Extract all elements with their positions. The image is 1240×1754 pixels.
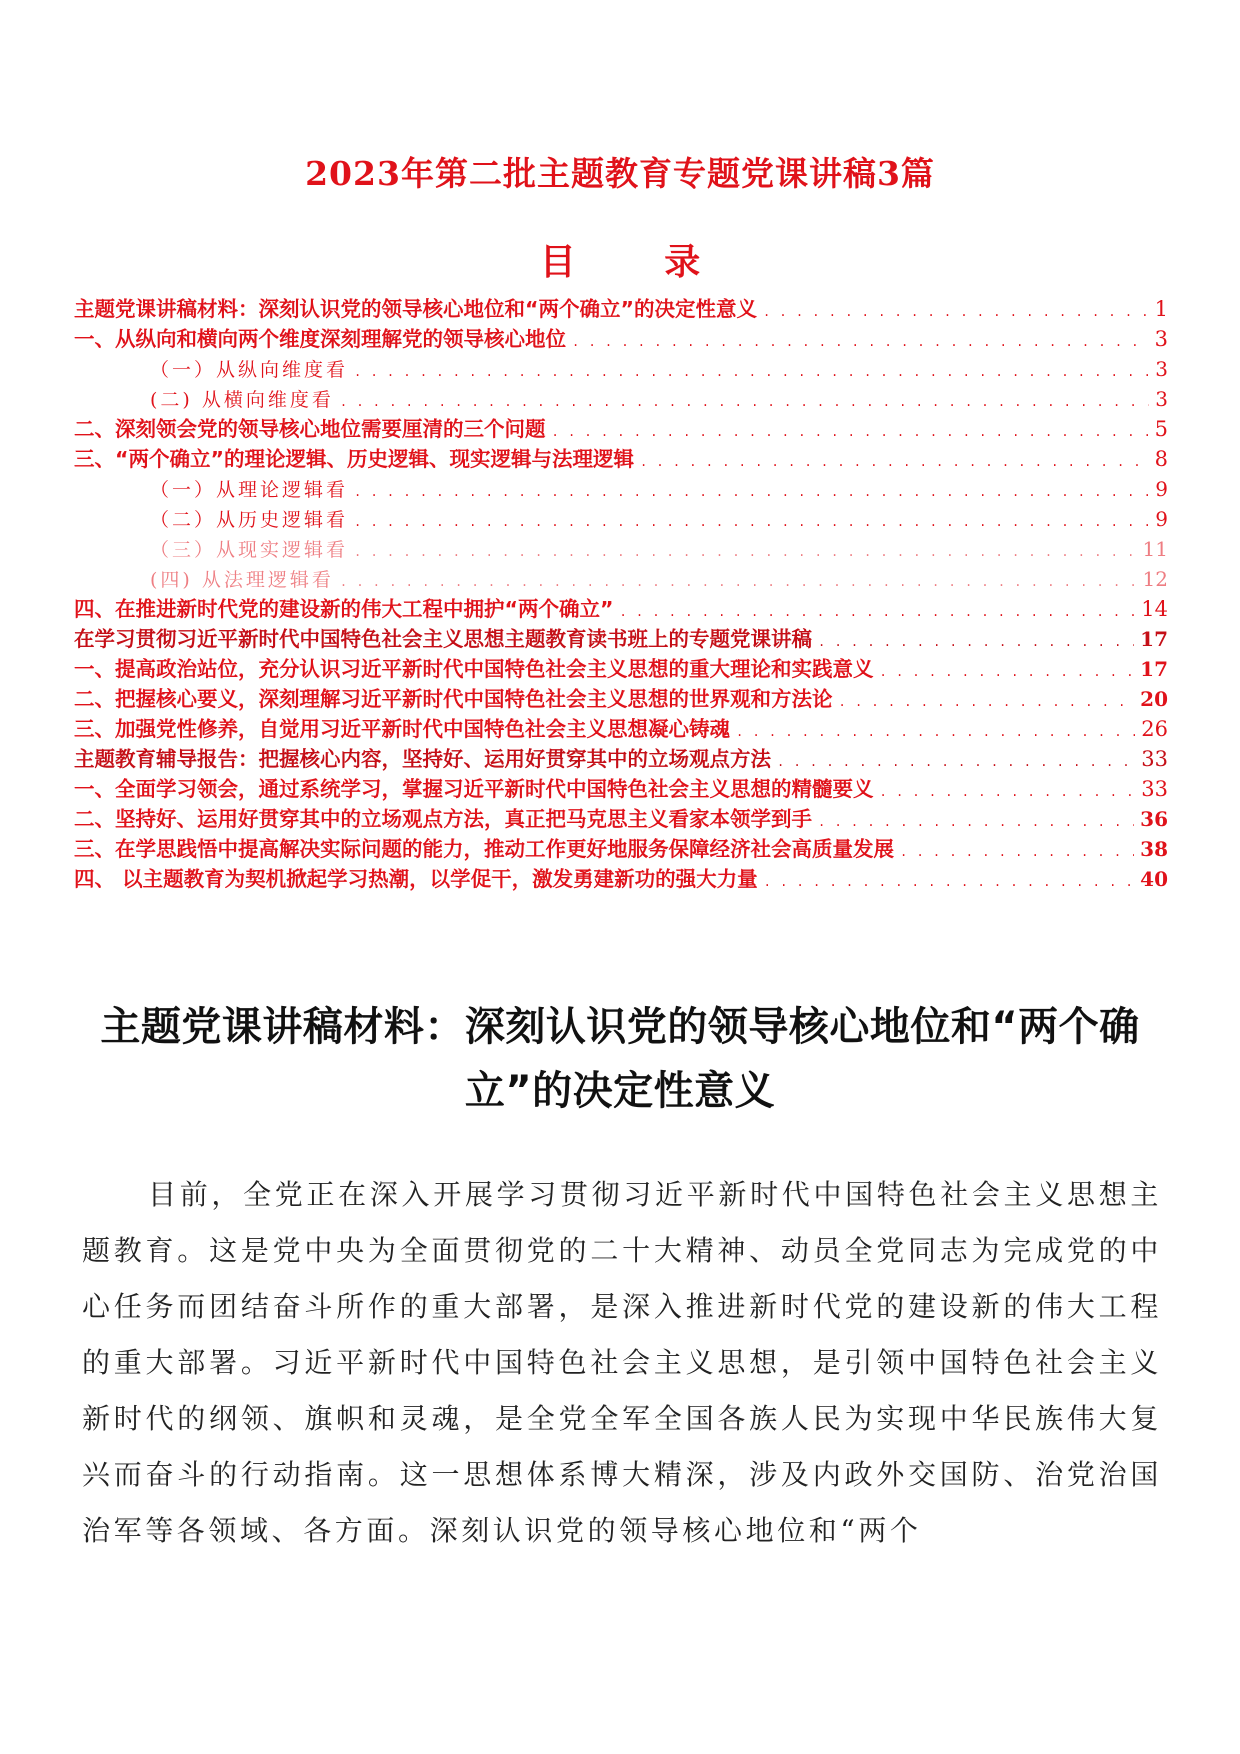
toc-entry[interactable] [74, 324, 1168, 354]
toc-entry-text: (二) 从横向维度看 [150, 389, 334, 411]
toc-dot-leader [880, 777, 1136, 804]
toc-entry[interactable] [74, 444, 1168, 474]
toc-page-number: 20 [1140, 687, 1168, 711]
table-of-contents [74, 294, 1168, 894]
toc-entry-text: （二）从历史逻辑看 [150, 509, 349, 531]
toc-page-number: 26 [1141, 717, 1168, 741]
toc-page-number: 36 [1140, 807, 1168, 831]
toc-page-number: 40 [1140, 867, 1168, 891]
toc-page-number: 3 [1155, 387, 1168, 411]
toc-page-number: 38 [1140, 837, 1168, 861]
toc-dot-leader [572, 327, 1149, 354]
toc-heading: 目 录 [539, 242, 739, 283]
toc-entry-text: 在学习贯彻习近平新时代中国特色社会主义思想主题教育读书班上的专题党课讲稿 [74, 627, 812, 651]
toc-page-number: 9 [1155, 507, 1168, 531]
toc-entry[interactable] [74, 804, 1168, 834]
toc-entry[interactable] [74, 744, 1168, 774]
toc-dot-leader [340, 387, 1149, 414]
toc-dot-leader [736, 717, 1135, 744]
toc-entry-text: 二、把握核心要义，深刻理解习近平新时代中国特色社会主义思想的世界观和方法论 [74, 687, 833, 711]
toc-entry-text: （一）从纵向维度看 [150, 359, 349, 381]
toc-entry-text: 四、在推进新时代党的建设新的伟大工程中拥护“两个确立” [74, 597, 614, 621]
toc-entry[interactable] [74, 294, 1168, 324]
toc-dot-leader [880, 657, 1135, 684]
toc-dot-leader [777, 747, 1135, 774]
toc-page-number: 12 [1142, 567, 1168, 591]
article-title: 主题党课讲稿材料：深刻认识党的领导核心地位和“两个确立”的决定性意义 [100, 1003, 1140, 1114]
toc-dot-leader [900, 837, 1134, 864]
toc-page-number: 11 [1142, 537, 1168, 561]
toc-entry[interactable] [74, 864, 1168, 894]
toc-dot-leader [619, 597, 1135, 624]
toc-entry-text: 一、全面学习领会，通过系统学习，掌握习近平新时代中国特色社会主义思想的精髓要义 [74, 777, 874, 801]
toc-subentry[interactable] [74, 564, 1168, 594]
toc-page-number: 3 [1155, 357, 1168, 381]
toc-dot-leader [839, 687, 1135, 714]
toc-entry-text: 一、从纵向和横向两个维度深刻理解党的领导核心地位 [74, 327, 566, 351]
toc-dot-leader [764, 867, 1135, 894]
toc-dot-leader [340, 567, 1137, 594]
toc-dot-leader [763, 297, 1149, 324]
toc-entry-text: (四) 从法理逻辑看 [150, 569, 334, 591]
toc-page-number: 17 [1140, 627, 1168, 651]
toc-entry[interactable] [74, 684, 1168, 714]
toc-entry-text: 一、提高政治站位，充分认识习近平新时代中国特色社会主义思想的重大理论和实践意义 [74, 657, 874, 681]
toc-dot-leader [818, 627, 1134, 654]
toc-page-number: 1 [1154, 297, 1168, 321]
toc-dot-leader [552, 417, 1149, 444]
toc-dot-leader [640, 447, 1149, 474]
toc-subentry[interactable] [74, 534, 1168, 564]
toc-entry-text: 主题教育辅导报告：把握核心内容，坚持好、运用好贯穿其中的立场观点方法 [74, 747, 771, 771]
toc-dot-leader [354, 357, 1149, 384]
toc-page-number: 9 [1155, 477, 1168, 501]
toc-entry[interactable] [74, 654, 1168, 684]
toc-dot-leader [354, 507, 1149, 534]
toc-entry-text: 三、“两个确立”的理论逻辑、历史逻辑、现实逻辑与法理逻辑 [74, 447, 634, 471]
toc-subentry[interactable] [74, 384, 1168, 414]
toc-entry-text: 三、在学思践悟中提高解决实际问题的能力，推动工作更好地服务保障经济社会高质量发展 [74, 837, 894, 861]
toc-entry-text: （一）从理论逻辑看 [150, 479, 349, 501]
toc-entry-text: 二、深刻领会党的领导核心地位需要厘清的三个问题 [74, 417, 546, 441]
toc-entry-text: 主题党课讲稿材料：深刻认识党的领导核心地位和“两个确立”的决定性意义 [74, 297, 757, 321]
toc-entry[interactable] [74, 714, 1168, 744]
toc-page-number: 33 [1141, 777, 1168, 801]
toc-entry-text: 四、 以主题教育为契机掀起学习热潮，以学促干，激发勇建新功的强大力量 [74, 867, 758, 891]
article-paragraph: 目前，全党正在深入开展学习贯彻习近平新时代中国特色社会主义思想主题教育。这是党中央为全面贯彻党的二十大精神、动员全党同志为完成党的中心任务而团结奋斗所作的重大部署，是深入推进新时代党的建设新的伟大工程的重大部署。习近平新时代中国特色社会主义思想，是引领中国特色社会主义新时代的纲领、旗帜和灵魂，是全党全军全国各族人民为实现中华民族伟大复兴而奋斗的行动指南。这一思想体系博大精深，涉及内政外交国防、治党治国治军等各领域、各方面。深刻认识党的领导核心地位和“两个 [82, 1178, 1162, 1547]
toc-entry[interactable] [74, 774, 1168, 804]
toc-entry[interactable] [74, 834, 1168, 864]
toc-entry-text: （三）从现实逻辑看 [150, 539, 349, 561]
toc-entry-text: 三、加强党性修养，自觉用习近平新时代中国特色社会主义思想凝心铸魂 [74, 717, 730, 741]
toc-entry[interactable] [74, 414, 1168, 444]
toc-entry[interactable] [74, 624, 1168, 654]
toc-entry[interactable] [74, 594, 1168, 624]
document-title: 2023年第二批主题教育专题党课讲稿3篇 [305, 154, 935, 193]
toc-page-number: 8 [1154, 447, 1168, 471]
toc-subentry[interactable] [74, 354, 1168, 384]
toc-page-number: 33 [1141, 747, 1168, 771]
toc-page-number: 3 [1154, 327, 1168, 351]
toc-page-number: 14 [1141, 597, 1168, 621]
toc-subentry[interactable] [74, 474, 1168, 504]
toc-page-number: 17 [1140, 657, 1168, 681]
toc-dot-leader [354, 477, 1149, 504]
toc-dot-leader [354, 537, 1137, 564]
toc-subentry[interactable] [74, 504, 1168, 534]
toc-page-number: 5 [1154, 417, 1168, 441]
toc-entry-text: 二、坚持好、运用好贯穿其中的立场观点方法，真正把马克思主义看家本领学到手 [74, 807, 812, 831]
toc-dot-leader [818, 807, 1134, 834]
